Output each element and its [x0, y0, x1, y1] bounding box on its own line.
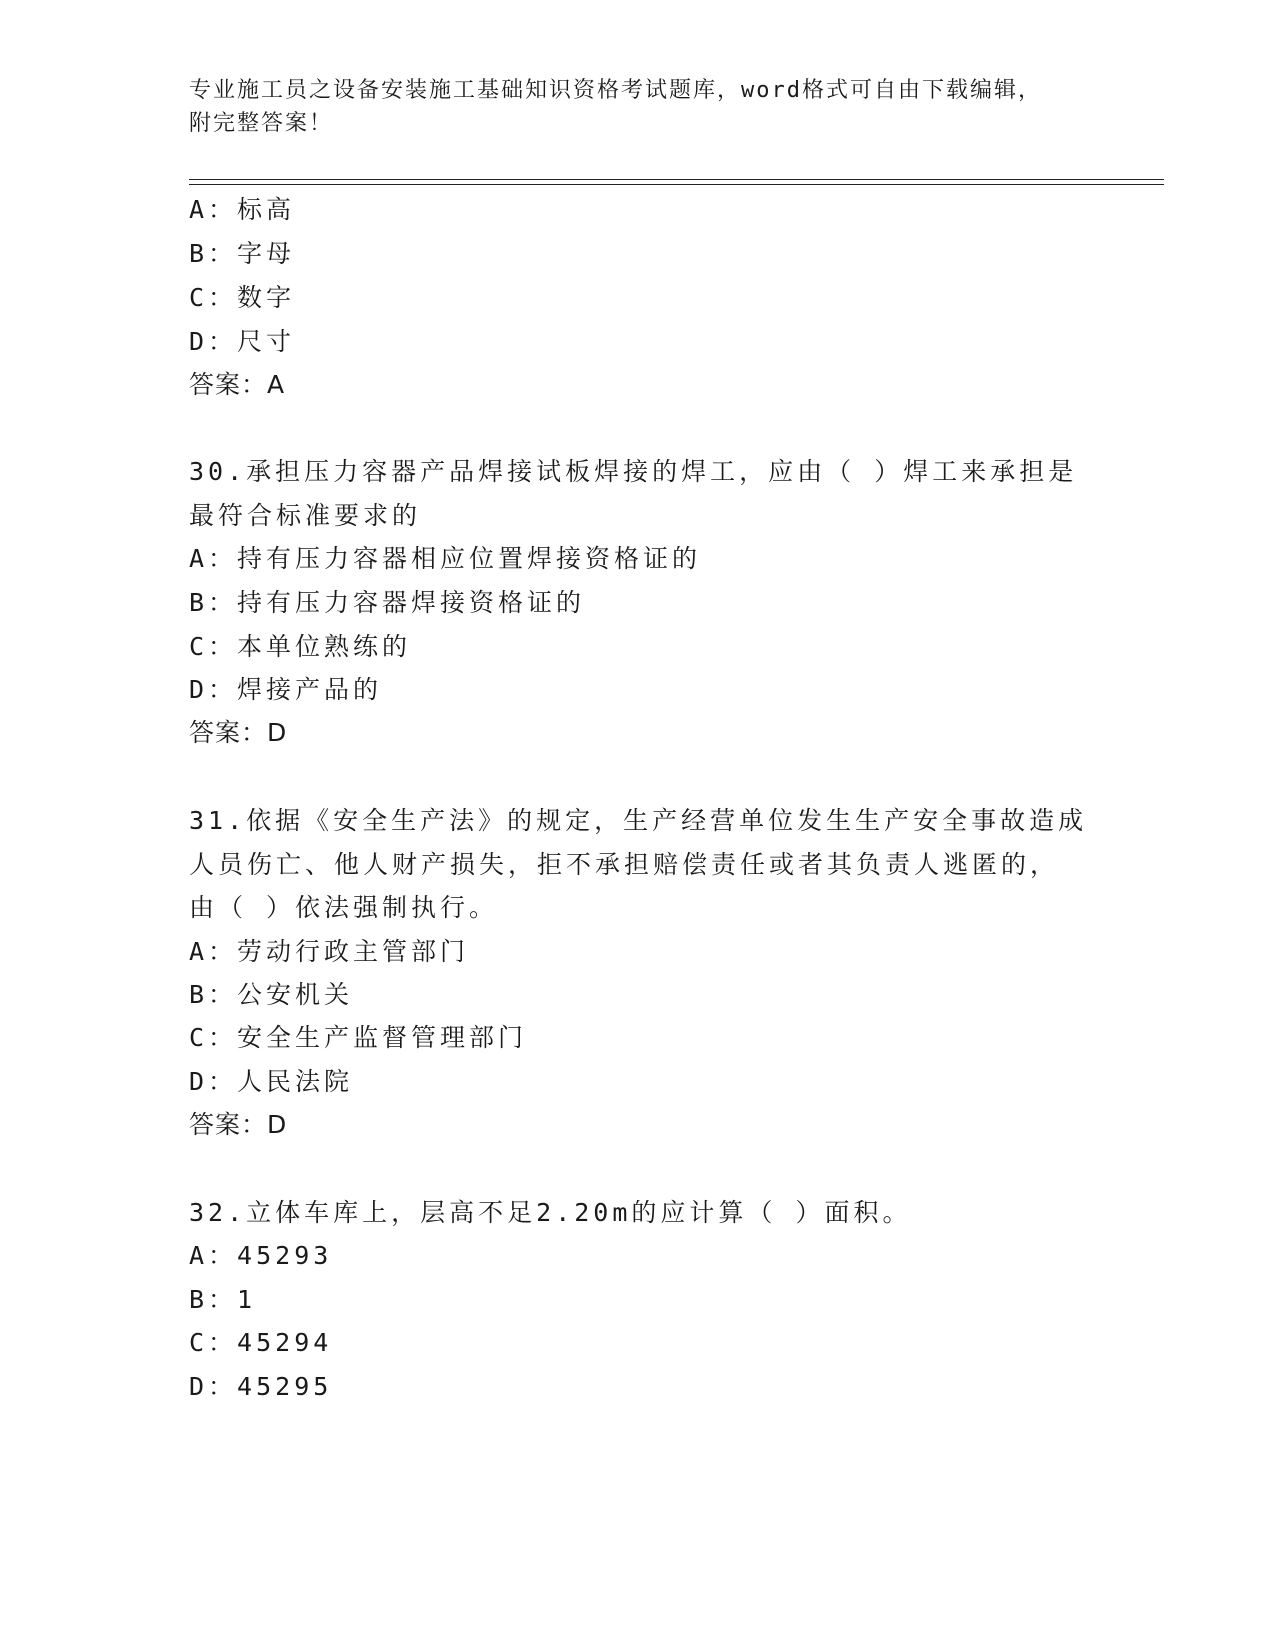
- q30-option-d: D：焊接产品的: [189, 675, 383, 704]
- q30-answer: 答案：D: [189, 718, 288, 747]
- q32-option-a: A：45293: [189, 1241, 333, 1270]
- q31-option-b: B：公安机关: [189, 980, 354, 1009]
- q32-option-b: B：1: [189, 1285, 257, 1314]
- header-line-1: 专业施工员之设备安装施工基础知识资格考试题库，word格式可自由下载编辑，: [189, 78, 1042, 103]
- header-divider-bottom: [189, 184, 1164, 185]
- q30-stem-line-1: 30.承担压力容器产品焊接试板焊接的焊工，应由（ ）焊工来承担是: [189, 457, 1078, 486]
- q29-option-a: A：标高: [189, 195, 296, 224]
- q31-stem-line-3: 由（ ）依法强制执行。: [189, 893, 499, 922]
- q29-option-b: B：字母: [189, 239, 296, 268]
- q31-stem-line-1: 31.依据《安全生产法》的规定，生产经营单位发生生产安全事故造成: [189, 806, 1088, 835]
- q32-stem-line-1: 32.立体车库上，层高不足2.20m的应计算（ ）面积。: [189, 1198, 912, 1227]
- q31-option-c: C：安全生产监督管理部门: [189, 1023, 528, 1052]
- q30-option-b: B：持有压力容器焊接资格证的: [189, 588, 586, 617]
- document-header: [189, 74, 1089, 140]
- q32-option-d: D：45295: [189, 1372, 333, 1401]
- q31-stem-line-2: 人员伤亡、他人财产损失，拒不承担赔偿责任或者其负责人逃匿的，: [189, 850, 1060, 879]
- q31-option-d: D：人民法院: [189, 1067, 354, 1096]
- q31-option-a: A：劳动行政主管部门: [189, 937, 470, 966]
- q32-option-c: C：45294: [189, 1328, 333, 1357]
- header-line-2: 附完整答案！: [189, 111, 334, 136]
- q29-answer: 答案：A: [189, 370, 286, 399]
- header-divider-top: [189, 179, 1164, 180]
- q30-option-a: A：持有压力容器相应位置焊接资格证的: [189, 544, 702, 573]
- q29-option-d: D：尺寸: [189, 327, 296, 356]
- q31-answer: 答案：D: [189, 1110, 288, 1139]
- q30-stem-line-2: 最符合标准要求的: [189, 501, 422, 530]
- q29-option-c: C：数字: [189, 283, 296, 312]
- q30-option-c: C：本单位熟练的: [189, 632, 412, 661]
